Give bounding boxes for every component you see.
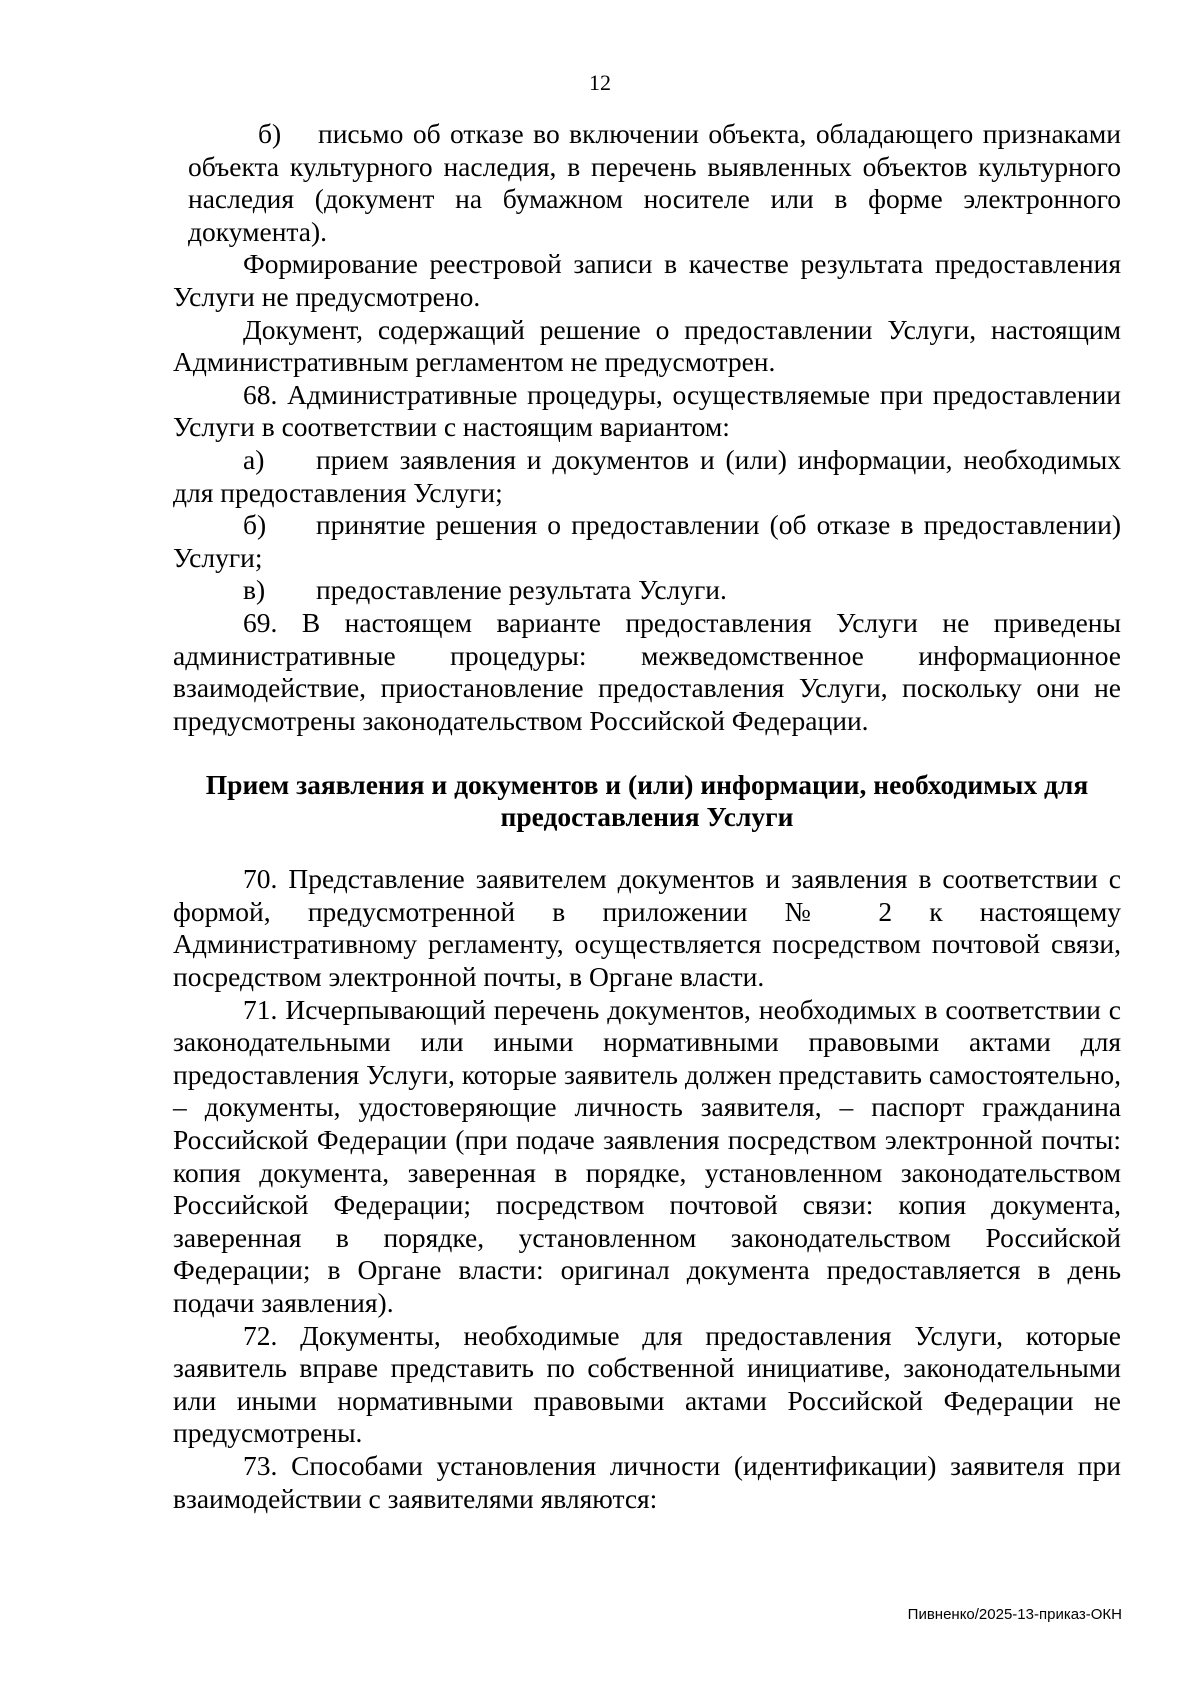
list-item-text: предоставление результата Услуги. [316,574,727,606]
paragraph-71: 71. Исчерпывающий перечень документов, необходимых в соответствии с законодательными или иными нормативными правовыми актами для предоставления Услуги, которые заявитель должен представить самостоятельно, – документы, удостоверяющие личность заявителя, – паспорт гражданина Российской Федерации (при подаче заявления посредством электронной почты: копия документа, заверенная в порядке, установленном законодательством Российской Федерации; посредством почтовой связи: копия документа, заверенная в порядке, установленном законодательством Российской Федерации; в Органе власти: оригинал документа предоставляется в день подачи заявления). [173,993,1121,1318]
paragraph-73: 73. Способами установления личности (идентификации) заявителя при взаимодействии с заявителями являются: [173,1449,1121,1514]
paragraph-70: 70. Представление заявителем документов и заявления в соответствии с формой, предусмотренной в приложении № 2 к настоящему Административному регламенту, осуществляется посредством почтовой связи, посредством электронной почты, в Органе власти. [173,863,1121,993]
list-item-text: принятие решения о предоставлении (об отказе в предоставлении) Услуги; [173,509,1121,573]
list-marker: б) [243,509,267,541]
paragraph-68: 68. Административные процедуры, осуществляемые при предоставлении Услуги в соответствии с настоящим вариантом: [173,378,1121,443]
paragraph-69: 69. В настоящем варианте предоставления Услуги не приведены административные процедуры: межведомственное информационное взаимодействие, приостановление предоставления Услуги, поскольку они не предусмотрены законодательством Российской Федерации. [173,606,1121,736]
list-marker: б) [258,118,282,149]
paragraph-72: 72. Документы, необходимые для предоставления Услуги, которые заявитель вправе представить по собственной инициативе, законодательными или иными нормативными правовыми актами Российской Федерации не предусмотрены. [173,1319,1121,1449]
list-marker: в) [243,574,266,606]
page-number: 12 [589,70,611,95]
list-item-b [173,509,1121,574]
section-heading: Прием заявления и документов и (или) информации, необходимых для предоставления Услуги [205,769,1089,833]
paragraph-registry-record: Формирование реестровой записи в качестве результата предоставления Услуги не предусмотрено. [173,248,1121,312]
list-item-v [173,574,1121,607]
list-item-a [173,444,1121,509]
document-footer-id: Пивненко/2025-13-приказ-ОКН [907,1606,1122,1623]
list-marker: а) [243,443,265,475]
paragraph-decision-document: Документ, содержащий решение о предоставлении Услуги, настоящим Административным регламентом не предусмотрен. [173,313,1121,378]
document-body [173,118,1121,1515]
list-item-b-letter [188,118,1121,248]
list-item-text: прием заявления и документов и (или) информации, необходимых для предоставления Услуги; [173,443,1121,508]
list-item-text: письмо об отказе во включении объекта, обладающего признаками объекта культурного наследия, в перечень выявленных объектов культурного наследия (документ на бумажном носителе или в форме электронного документа). [188,118,1121,247]
